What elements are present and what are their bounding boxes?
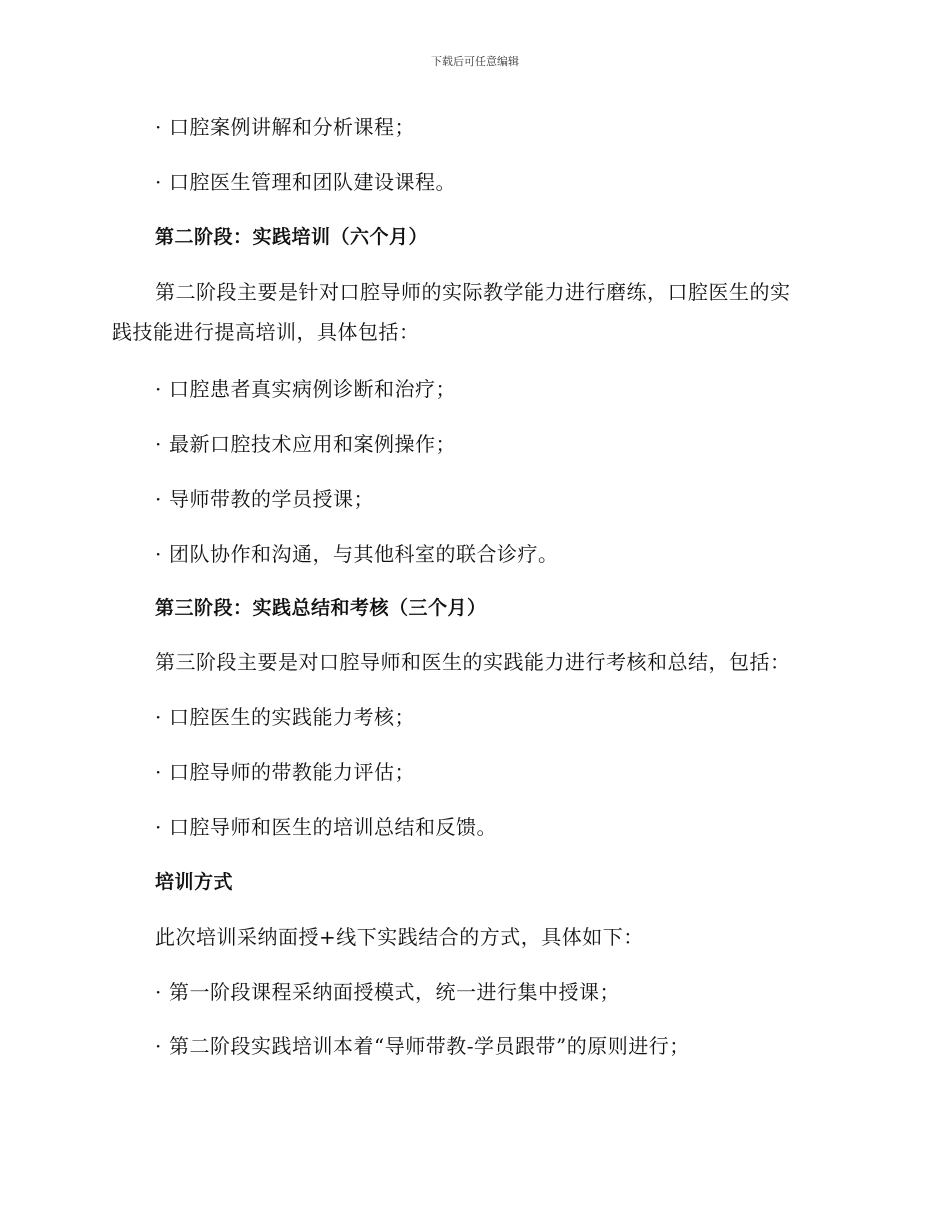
- bullet-dot: ·: [155, 170, 162, 194]
- bullet-dot: ·: [155, 487, 162, 511]
- bullet-dot: ·: [155, 980, 162, 1004]
- bullet-text: 口腔导师的带教能力评估；: [169, 760, 415, 784]
- bullet-dot: ·: [155, 432, 162, 456]
- bullet-item: [155, 703, 415, 731]
- section-heading-stage2: 第二阶段：实践培训（六个月）: [155, 226, 429, 248]
- bullet-item: [155, 113, 415, 141]
- bullet-dot: ·: [155, 115, 162, 139]
- bullet-dot: ·: [155, 377, 162, 401]
- section-heading-method: 培训方式: [155, 871, 234, 893]
- bullet-item: [155, 168, 456, 196]
- bullet-item: [155, 375, 456, 403]
- bullet-text: 口腔患者真实病例诊断和治疗；: [169, 377, 456, 401]
- paragraph-stage3: 第三阶段主要是对口腔导师和医生的实践能力进行考核和总结，包括：: [155, 650, 791, 674]
- bullet-text: 口腔医生管理和团队建设课程。: [169, 170, 456, 194]
- bullet-text: 最新口腔技术应用和案例操作；: [169, 432, 456, 456]
- bullet-item: [155, 540, 559, 568]
- bullet-dot: ·: [155, 1034, 162, 1058]
- page-header: 下载后可任意编辑: [431, 55, 519, 68]
- bullet-item: [155, 813, 497, 841]
- bullet-item: [155, 430, 456, 458]
- paragraph-stage2-line1: 第二阶段主要是针对口腔导师的实际教学能力进行磨练，口腔医生的实: [155, 280, 791, 304]
- bullet-text: 导师带教的学员授课；: [169, 487, 374, 511]
- bullet-item: [155, 758, 415, 786]
- bullet-text: 第一阶段课程采纳面授模式，统一进行集中授课；: [169, 980, 620, 1004]
- bullet-dot: ·: [155, 760, 162, 784]
- bullet-text: 口腔医生的实践能力考核；: [169, 705, 415, 729]
- section-heading-stage3: 第三阶段：实践总结和考核（三个月）: [155, 597, 487, 619]
- bullet-item: [155, 978, 620, 1006]
- bullet-item: [155, 1032, 690, 1060]
- bullet-text: 口腔案例讲解和分析课程；: [169, 115, 415, 139]
- bullet-dot: ·: [155, 705, 162, 729]
- bullet-text: 口腔导师和医生的培训总结和反馈。: [169, 815, 497, 839]
- bullet-text: 第二阶段实践培训本着“导师带教-学员跟带”的原则进行；: [169, 1034, 690, 1058]
- paragraph-stage2-line2: 践技能进行提高培训，具体包括：: [112, 320, 420, 344]
- paragraph-method: 此次培训采纳面授+线下实践结合的方式，具体如下：: [155, 925, 644, 949]
- bullet-dot: ·: [155, 815, 162, 839]
- bullet-text: 团队协作和沟通，与其他科室的联合诊疗。: [169, 542, 559, 566]
- bullet-item: [155, 485, 374, 513]
- bullet-dot: ·: [155, 542, 162, 566]
